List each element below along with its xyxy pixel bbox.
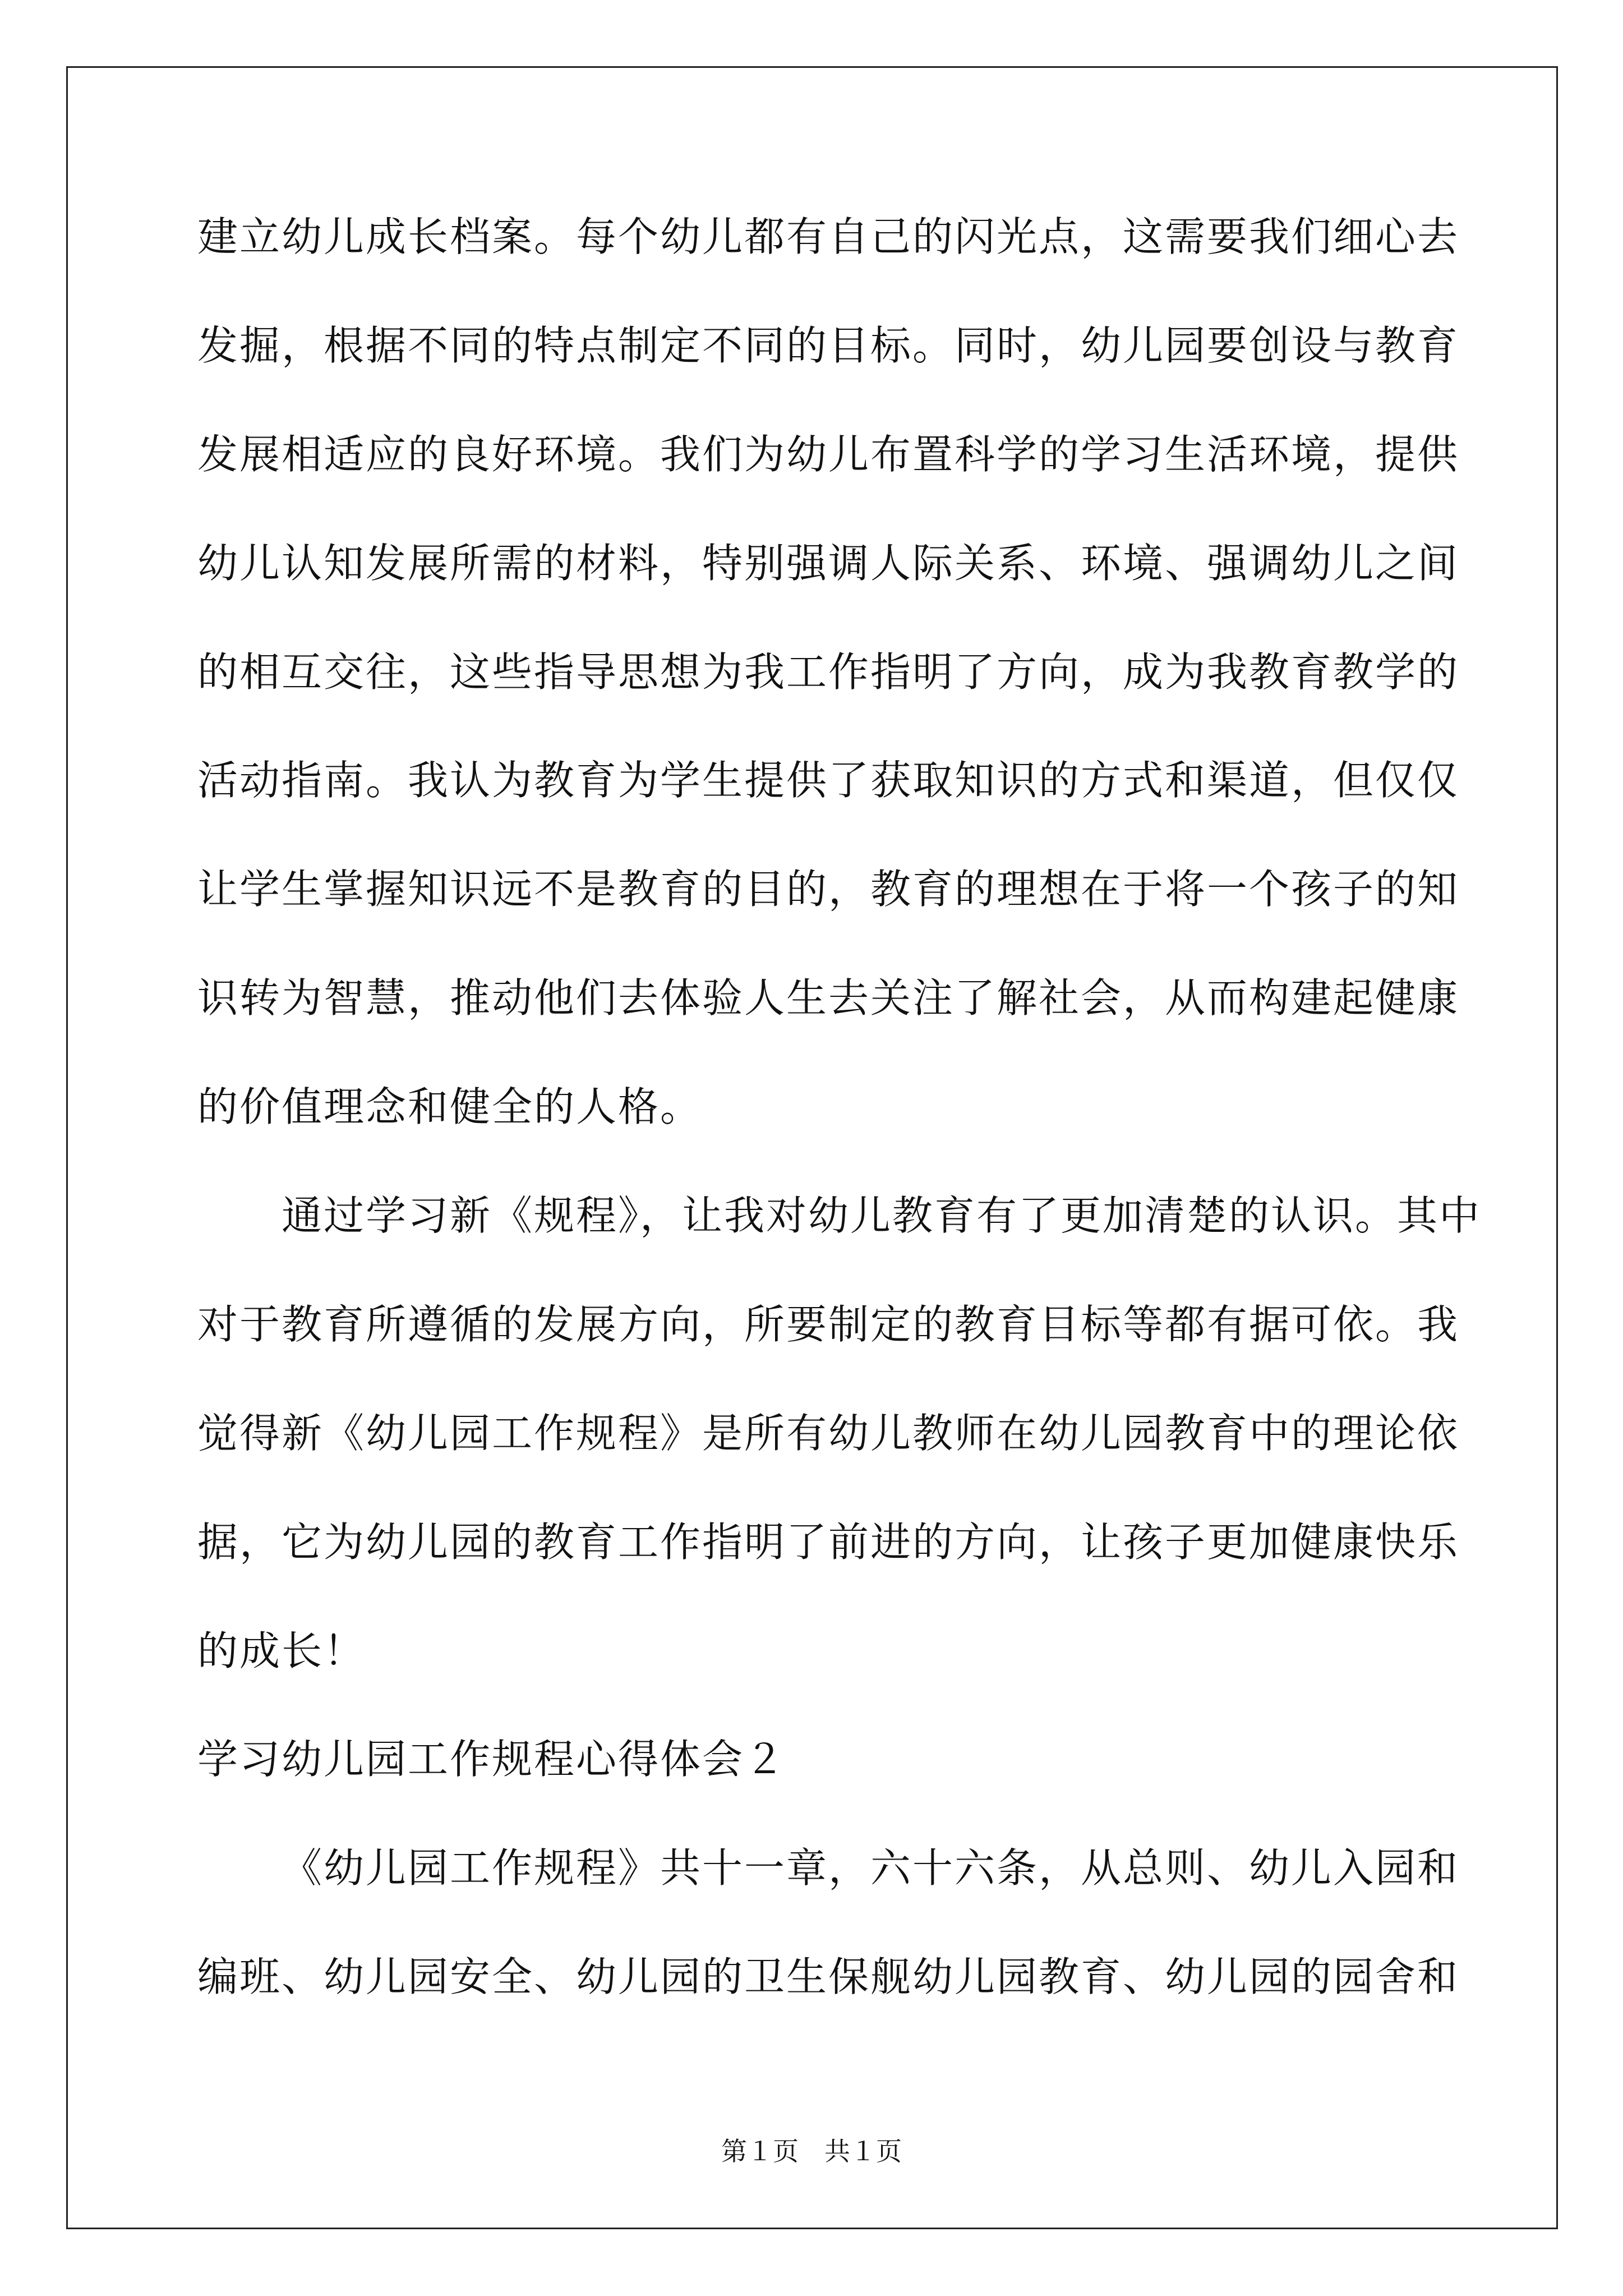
paragraph-line: 识转为智慧，推动他们去体验人生去关注了解社会，从而构建起健康 <box>197 974 1460 1022</box>
paragraph-line: 编班、幼儿园安全、幼儿园的卫生保舰幼儿园教育、幼儿园的园舍和 <box>197 1953 1460 2001</box>
paragraph-line: 建立幼儿成长档案。每个幼儿都有自己的闪光点，这需要我们细心去 <box>197 213 1460 260</box>
paragraph-line: 的相互交往，这些指导思想为我工作指明了方向，成为我教育教学的 <box>197 648 1460 696</box>
section-heading: 学习幼儿园工作规程心得体会２ <box>197 1736 787 1783</box>
paragraph-line: 让学生掌握知识远不是教育的目的，教育的理想在于将一个孩子的知 <box>197 866 1460 913</box>
paragraph-line: 《幼儿园工作规程》共十一章，六十六条，从总则、幼儿入园和 <box>282 1844 1460 1892</box>
paragraph-line: 活动指南。我认为教育为学生提供了获取知识的方式和渠道，但仅仅 <box>197 757 1460 804</box>
page-number: 第１页 共１页 <box>721 2136 902 2166</box>
paragraph-line: 的价值理念和健全的人格。 <box>197 1083 703 1131</box>
paragraph-line: 发掘，根据不同的特点制定不同的目标。同时，幼儿园要创设与教育 <box>197 321 1460 369</box>
paragraph-line: 对于教育所遵循的发展方向，所要制定的教育目标等都有据可依。我 <box>197 1300 1460 1348</box>
document-body <box>197 209 1482 2058</box>
paragraph-line: 的成长！ <box>197 1627 366 1674</box>
paragraph-line: 幼儿认知发展所需的材料，特别强调人际关系、环境、强调幼儿之间 <box>197 539 1460 587</box>
paragraph-line: 发展相适应的良好环境。我们为幼儿布置科学的学习生活环境，提供 <box>197 430 1460 478</box>
paragraph-line: 据，它为幼儿园的教育工作指明了前进的方向，让孩子更加健康快乐 <box>197 1518 1460 1566</box>
paragraph-line: 通过学习新《规程》，让我对幼儿教育有了更加清楚的认识。其中 <box>282 1192 1482 1240</box>
paragraph-line: 觉得新《幼儿园工作规程》是所有幼儿教师在幼儿园教育中的理论依 <box>197 1409 1460 1457</box>
